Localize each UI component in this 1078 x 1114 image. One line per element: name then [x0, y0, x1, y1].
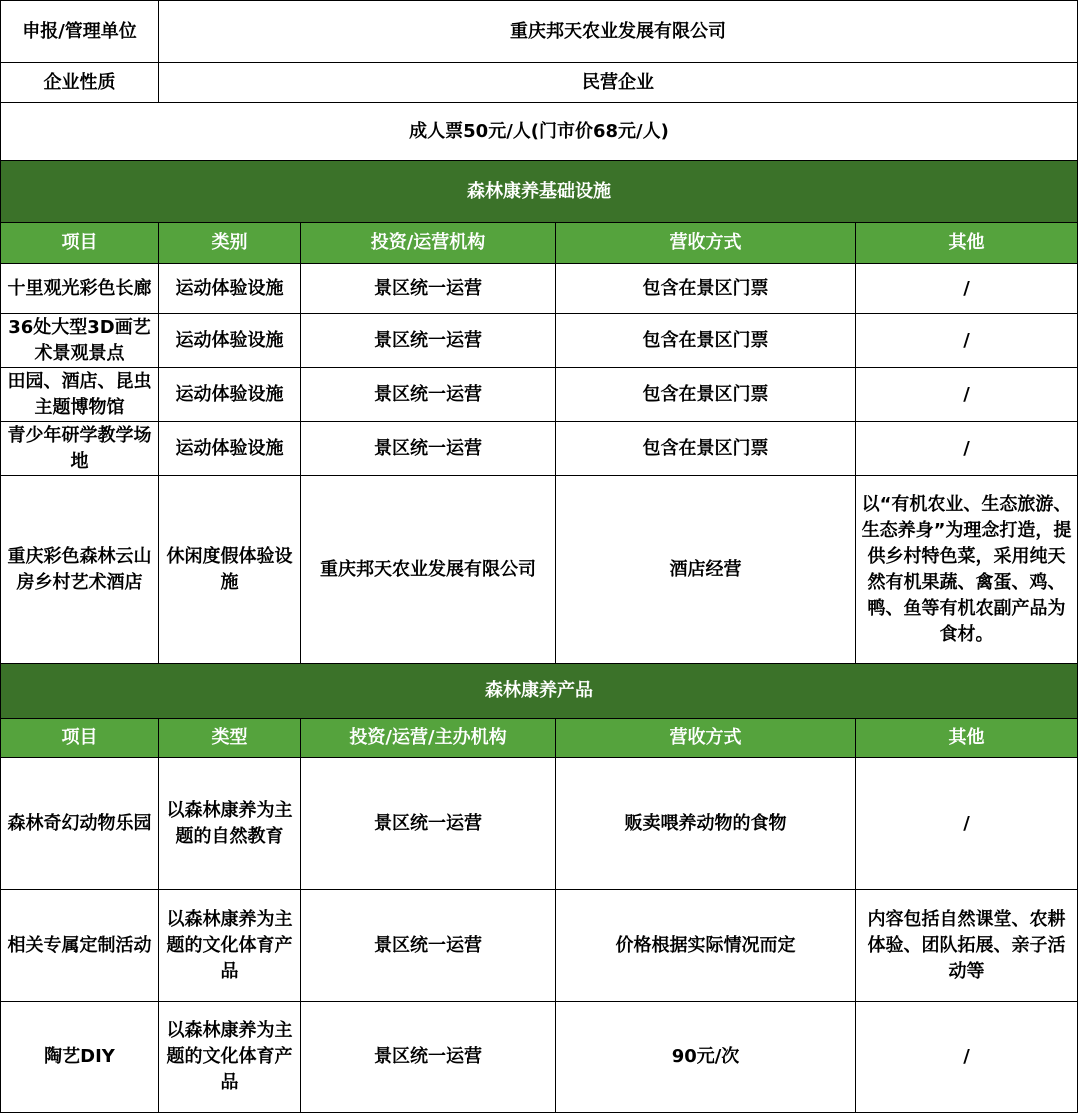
table-row	[1, 314, 1078, 368]
table-cell: /	[856, 264, 1078, 314]
table-cell: 森林奇幻动物乐园	[1, 758, 159, 890]
table-cell: 以森林康养为主题的文化体育产品	[159, 890, 301, 1002]
column-header: 投资/运营机构	[301, 223, 556, 264]
table-cell: 景区统一运营	[301, 422, 556, 476]
table-row	[1, 476, 1078, 664]
products-section-title: 森林康养产品	[1, 664, 1078, 719]
facilities-section-row	[1, 161, 1078, 223]
column-header: 类型	[159, 719, 301, 758]
unit-label: 申报/管理单位	[1, 1, 159, 63]
column-header: 营收方式	[556, 719, 856, 758]
table-cell: 价格根据实际情况而定	[556, 890, 856, 1002]
table-cell: 运动体验设施	[159, 368, 301, 422]
table-cell: 景区统一运营	[301, 1002, 556, 1113]
table-cell: 相关专属定制活动	[1, 890, 159, 1002]
table-cell: /	[856, 422, 1078, 476]
table-cell: 休闲度假体验设施	[159, 476, 301, 664]
table-cell: 以森林康养为主题的自然教育	[159, 758, 301, 890]
facilities-section-title: 森林康养基础设施	[1, 161, 1078, 223]
table-cell: 包含在景区门票	[556, 264, 856, 314]
column-header: 类别	[159, 223, 301, 264]
table-row	[1, 890, 1078, 1002]
table-cell: 包含在景区门票	[556, 314, 856, 368]
table-cell: 重庆邦天农业发展有限公司	[301, 476, 556, 664]
table-cell: 景区统一运营	[301, 314, 556, 368]
table-cell: 包含在景区门票	[556, 368, 856, 422]
table-cell: 包含在景区门票	[556, 422, 856, 476]
table-cell: 以“有机农业、生态旅游、生态养身”为理念打造，提供乡村特色菜，采用纯天然有机果蔬、禽蛋、鸡、鸭、鱼等有机农副产品为食材。	[856, 476, 1078, 664]
column-header: 其他	[856, 719, 1078, 758]
nature-value: 民营企业	[159, 63, 1078, 103]
table-row	[1, 422, 1078, 476]
table-cell: /	[856, 758, 1078, 890]
table-cell: 90元/次	[556, 1002, 856, 1113]
table-cell: 以森林康养为主题的文化体育产品	[159, 1002, 301, 1113]
table-cell: /	[856, 1002, 1078, 1113]
column-header: 营收方式	[556, 223, 856, 264]
table-cell: /	[856, 368, 1078, 422]
table-cell: 景区统一运营	[301, 890, 556, 1002]
table-cell: 陶艺DIY	[1, 1002, 159, 1113]
nature-label: 企业性质	[1, 63, 159, 103]
column-header: 其他	[856, 223, 1078, 264]
table-cell: 十里观光彩色长廊	[1, 264, 159, 314]
table-cell: 田园、酒店、昆虫主题博物馆	[1, 368, 159, 422]
column-header: 项目	[1, 223, 159, 264]
table-cell: 景区统一运营	[301, 368, 556, 422]
table-cell: 运动体验设施	[159, 422, 301, 476]
table-cell: 运动体验设施	[159, 264, 301, 314]
table-row	[1, 264, 1078, 314]
column-header: 投资/运营/主办机构	[301, 719, 556, 758]
table-row	[1, 368, 1078, 422]
table-cell: 运动体验设施	[159, 314, 301, 368]
products-header-row	[1, 719, 1078, 758]
table-row	[1, 1002, 1078, 1113]
table-cell: 酒店经营	[556, 476, 856, 664]
ticket-price: 成人票50元/人(门市价68元/人)	[1, 103, 1078, 161]
unit-value: 重庆邦天农业发展有限公司	[159, 1, 1078, 63]
table-cell: 重庆彩色森林云山房乡村艺术酒店	[1, 476, 159, 664]
table-cell: /	[856, 314, 1078, 368]
table-cell: 景区统一运营	[301, 758, 556, 890]
products-section-row	[1, 664, 1078, 719]
table-row	[1, 758, 1078, 890]
facilities-header-row	[1, 223, 1078, 264]
table-cell: 景区统一运营	[301, 264, 556, 314]
table-cell: 内容包括自然课堂、农耕体验、团队拓展、亲子活动等	[856, 890, 1078, 1002]
table-cell: 青少年研学教学场地	[1, 422, 159, 476]
column-header: 项目	[1, 719, 159, 758]
table-cell: 贩卖喂养动物的食物	[556, 758, 856, 890]
table-cell: 36处大型3D画艺术景观景点	[1, 314, 159, 368]
